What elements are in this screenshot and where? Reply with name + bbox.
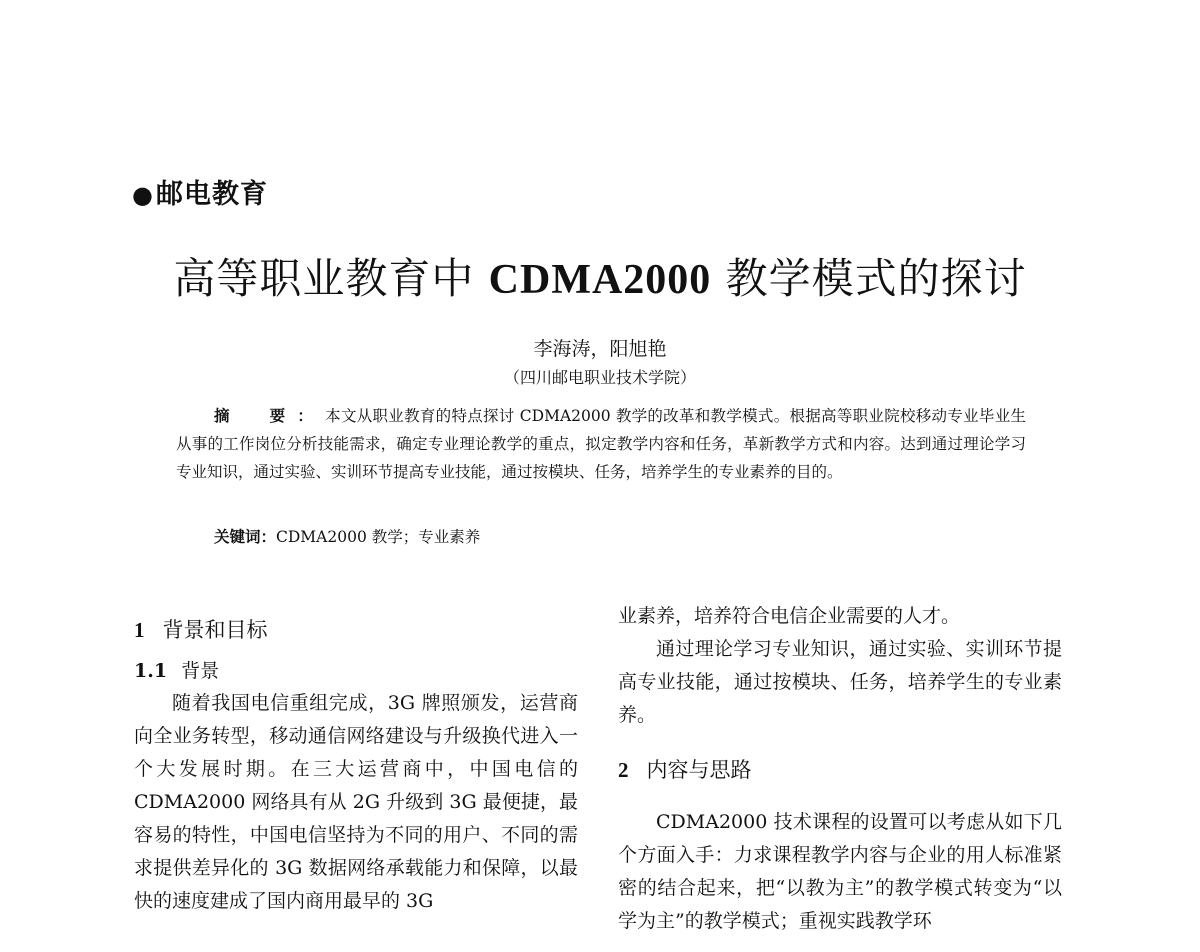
subsection-heading-1-1 [134,656,578,683]
abstract-text: 本文从职业教育的特点探讨 CDMA2000 教学的改革和教学模式。根据高等职业院校移动专业毕业生从事的工作岗位分析技能需求，确定专业理论教学的重点，拟定教学内容和任务，革新教学方式和内容。达到通过理论学习专业知识，通过实验、实训环节提高专业技能，通过按模块、任务，培养学生的专业素养的目的。 [176,407,1026,481]
body-paragraph: CDMA2000 技术课程的设置可以考虑从如下几个方面入手：力求课程教学内容与企业的用人标准紧密的结合起来，把“以教为主”的教学模式转变为“以学为主”的教学模式；重视实践教学环 [618,811,1062,932]
section-number: 2 [618,758,629,782]
body-paragraph: 随着我国电信重组完成，3G 牌照颁发，运营商向全业务转型，移动通信网络建设与升级换代进入一个大发展时期。在三大运营商中，中国电信的 CDMA2000 网络具有从 2G 升级到 3G 最便捷，最容易的特性，中国电信坚持为不同的用户、不同的需求提供差异化的 3G 数据网络承载能力和保障，以最快的速度建成了国内商用最早的 3G [134,692,578,912]
title-pre: 高等职业教育中 [173,254,489,303]
paper-title [0,246,1200,306]
right-column [618,600,1062,938]
section-heading-2 [618,754,1062,784]
affiliation: （四川邮电职业技术学院） [503,368,696,387]
abstract-label: 摘 要： [214,406,326,425]
subsection-title: 背景 [181,660,220,682]
section-heading-1 [134,614,578,644]
left-column [134,600,578,918]
abstract [176,402,1026,486]
keywords [214,525,480,547]
subsection-number: 1.1 [134,660,168,682]
title-post: 教学模式的探讨 [711,254,1027,303]
body-paragraph-continued: 业素养，培养符合电信企业需要的人才。 [618,605,961,627]
keywords-text: CDMA2000 教学；专业素养 [276,528,481,546]
section-label: 邮电教育 [155,179,268,210]
section-tag [132,172,268,211]
section-title: 背景和目标 [162,618,268,642]
keywords-label: 关键词： [214,527,277,546]
bullet-icon: ● [132,181,154,209]
authors: 李海涛，阳旭艳 [533,338,667,360]
title-bold: CDMA2000 [488,257,712,303]
section-title: 内容与思路 [646,758,752,782]
body-paragraph: 通过理论学习专业知识，通过实验、实训环节提高专业技能，通过按模块、任务，培养学生的专业素养。 [618,638,1062,726]
section-number: 1 [134,618,145,642]
